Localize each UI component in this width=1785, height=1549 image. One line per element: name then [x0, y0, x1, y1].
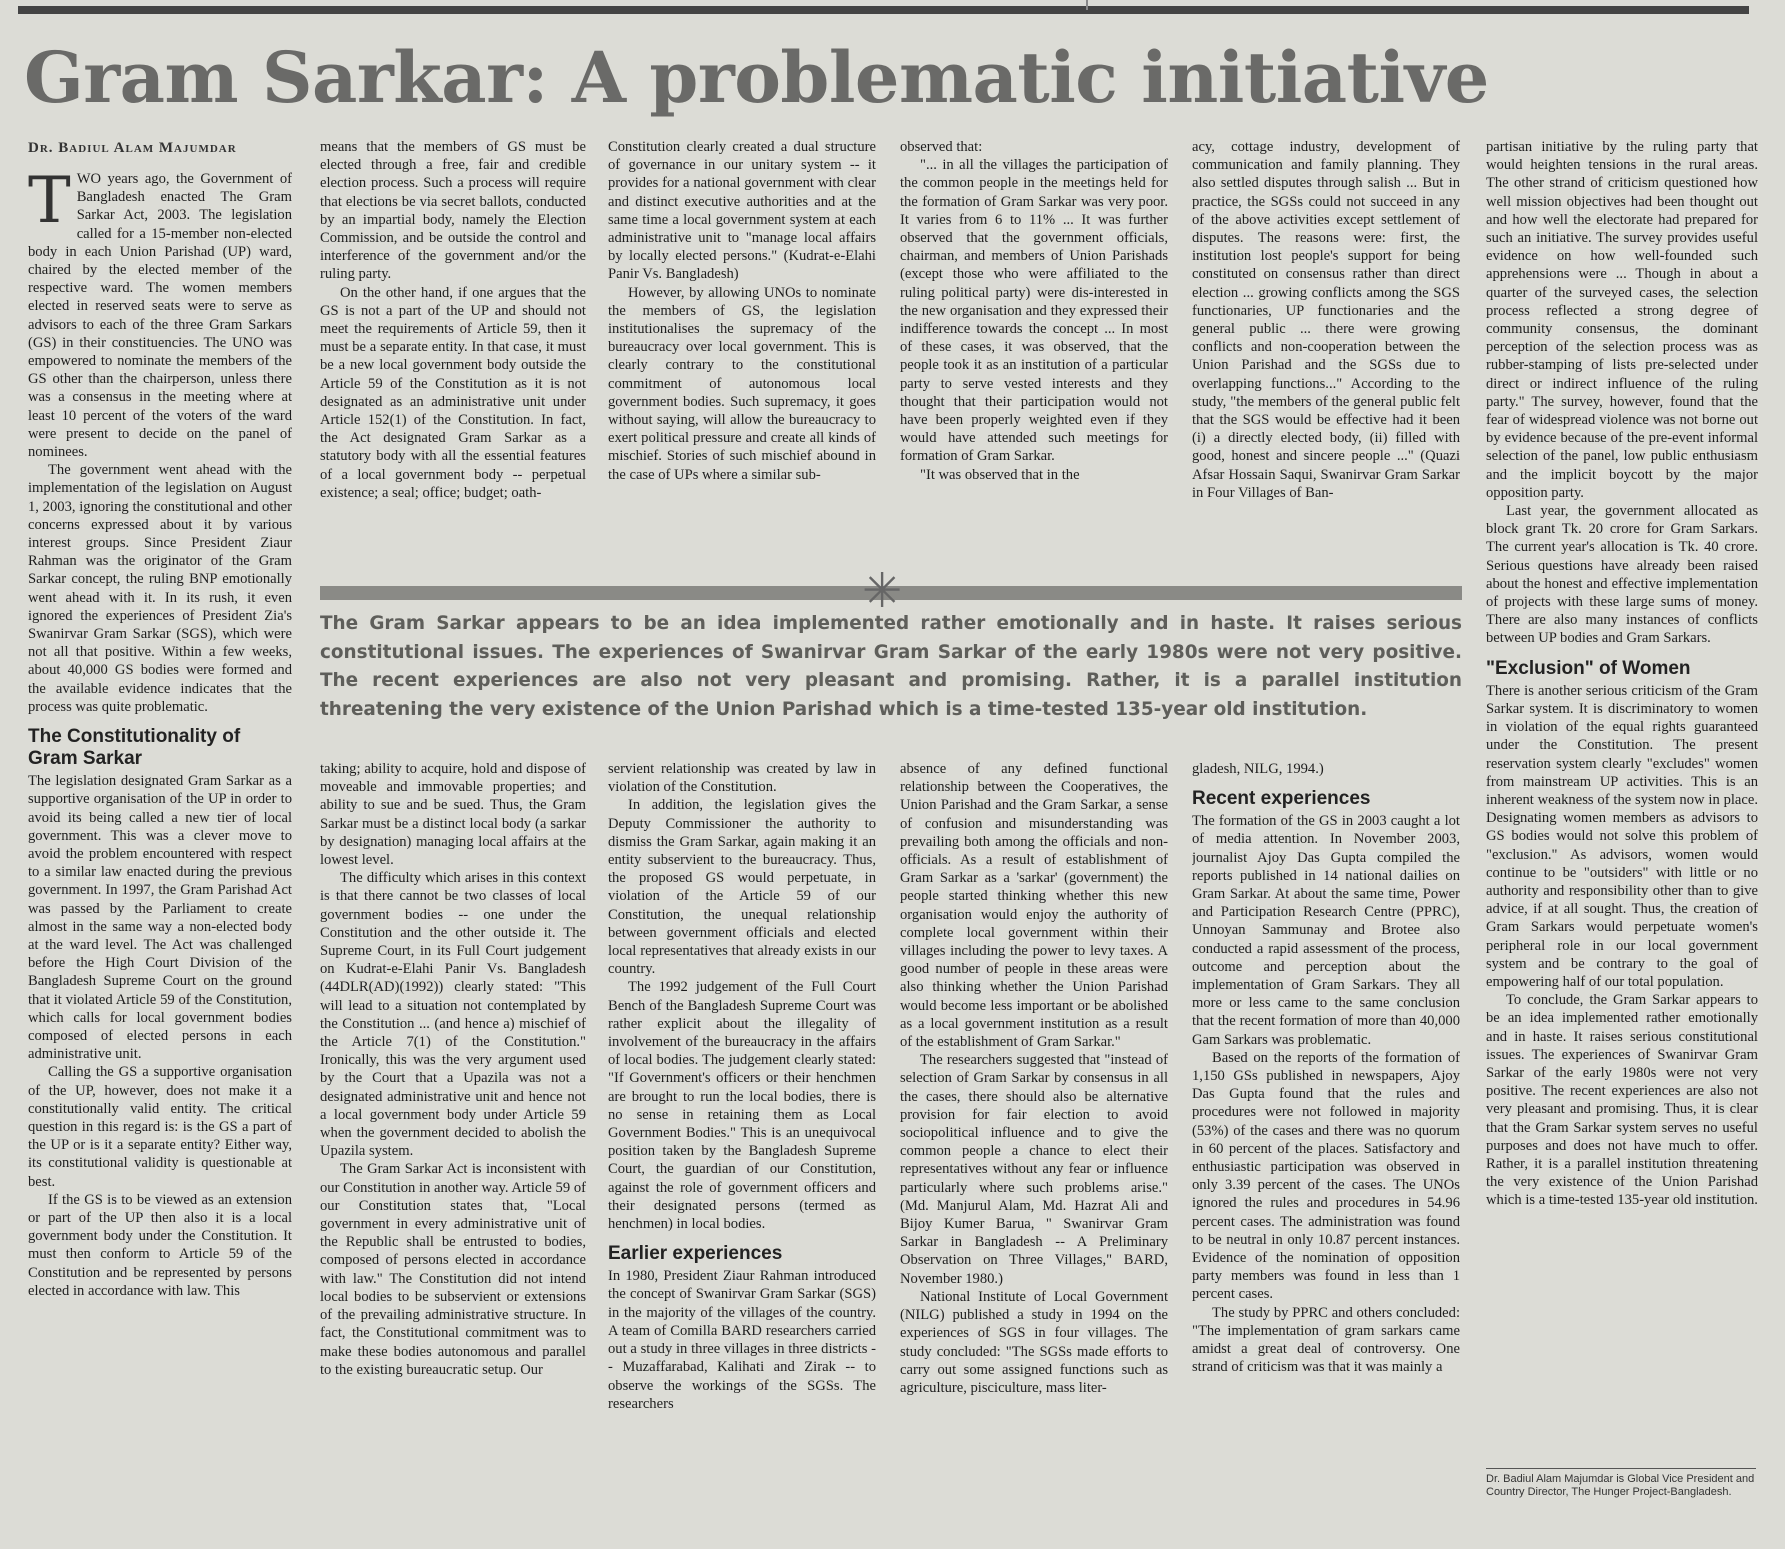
paragraph: On the other hand, if one argues that the GS is not a part of the UP and should not meet the requirements of Article 59, then it must be a separate entity. In that case, it must be a new local government body outside the Article 59 of the Constitution as it is not designated as an administrative unit under Article 152(1) of the Constitution. In fact, the Act designated Gram Sarkar as a statutory body with all the essential features of a local government body -- perpetual existence; a seal; office; budget; oath-: [320, 284, 586, 501]
column-5-top: [1192, 138, 1460, 570]
paragraph: TWO years ago, the Government of Bangladesh enacted The Gram Sarkar Act, 2003. The legislation called for a 15-member non-elected body in each Union Parishad (UP) ward, chaired by the elected member of the respective ward. The women members elected in reserved seats were to serve as advisors to each of the three Gram Sarkars (GS) in their constituencies. The UNO was empowered to nominate the members of the GS other than the chairperson, unless there was a consensus in the meeting where at least 10 percent of the voters of the ward were present to decide on the panel of nominees.: [28, 170, 292, 461]
column-2-bottom: [320, 760, 586, 1530]
paragraph: The study by PPRC and others concluded: "The implementation of gram sarkars came amidst a great deal of controversy. One strand of criticism was that it was mainly a: [1192, 1304, 1460, 1376]
paragraph: means that the members of GS must be elected through a free, fair and credible election process. Such a process will require that elections be via secret ballots, conducted by an impartial body, namely the Election Commission, and be outside the control and interference of the government and/or the ruling party.: [320, 139, 586, 283]
paragraph: However, by allowing UNOs to nominate the members of GS, the legislation institutionalises the supremacy of the bureaucracy over local government. This is clearly contrary to the constitutional commitment of autonomous local government bodies. Such supremacy, it goes without saying, will allow the bureaucracy to exert political pressure and create all kinds of mischief. Stories of such mischief abound in the case of UPs where a similar sub-: [608, 284, 876, 483]
column-2-top: [320, 138, 586, 570]
author-credit: Dr. Badiul Alam Majumdar is Global Vice President and Country Director, The Hunger Project-Bangladesh.: [1486, 1468, 1756, 1499]
starburst-icon: ✳: [862, 565, 903, 618]
headline: Gram Sarkar: A problematic initiative: [24, 36, 1489, 119]
paragraph: Last year, the government allocated as block grant Tk. 20 crore for Gram Sarkars. The current year's allocation is Tk. 40 crore. Serious questions have already been raised about the honest and effective implementation of projects with these large sums of money. There are also many instances of conflicts between UP bodies and Gram Sarkars.: [1486, 503, 1758, 647]
subhead-constitutionality: The Constitutionality of Gram Sarkar: [28, 726, 241, 770]
column-5-bottom: [1192, 760, 1460, 1530]
column-3-top: [608, 138, 876, 570]
paragraph: The government went ahead with the implementation of the legislation on August 1, 2003, ignoring the constitutional and other concerns expressed about it by various interest groups. Since President Ziaur Rahman was the originator of the Gram Sarkar concept, the ruling BNP emotionally went ahead with it. In its rush, it even ignored the experiences of President Zia's Swanirvar Gram Sarkar (SGS), which were not all that positive. Within a few weeks, about 40,000 GS bodies were formed and the available evidence indicates that the process was quite problematic.: [28, 462, 292, 715]
paragraph: gladesh, NILG, 1994.): [1192, 761, 1324, 777]
paragraph: There is another serious criticism of the Gram Sarkar system. It is discriminatory to women in violation of the equal rights guaranteed under the Constitution. The present reservation system clearly "excludes" women from mainstream UP activities. This is an inherent weakness of the system now in place. Designating women members as advisors to GS bodies would not solve this problem of "exclusion." As advisors, women would continue to be "outsiders" with little or no authority and responsibility other than to give advice, if at all sought. Thus, the creation of Gram Sarkars would perpetuate women's peripheral role in our local government system and be contrary to the goal of empowering half of our total population.: [1486, 682, 1758, 990]
column-3-bottom: [608, 760, 876, 1530]
paragraph: partisan initiative by the ruling party that would heighten tensions in the rural areas. The other strand of criticism questioned how well mission objectives had been thought out and how well the electorate had prepared for such an initiative. The survey provides useful evidence on how well-founded such apprehensions were ... Though in about a quarter of the surveyed cases, the selection process reflected a strong degree of community consensus, the dominant perception of the selection process was as rubber-stamping of lists pre-selected under direct or indirect influence of the ruling party." The survey, however, found that the fear of widespread violence was not borne out by evidence because of the pre-event informal selection of the panel, low public enthusiasm and the implicit boycott by the major opposition party.: [1486, 139, 1758, 501]
paragraph: The researchers suggested that "instead of selection of Gram Sarkar by consensus in all the cases, there should also be alternative provision for fair election to avoid sociopolitical influence and to give the common people a chance to elect their representatives without any fear or influence particularly where such problems arise." (Md. Manjurul Alam, Md. Hazrat Ali and Bijoy Kumer Barua, " Swanirvar Gram Sarkar in Bangladesh -- A Preliminary Observation on Three Villages," BARD, November 1980.): [900, 1052, 1168, 1287]
paragraph: The Gram Sarkar Act is inconsistent with our Constitution in another way. Article 59 of our Constitution states that, "Local government in every administrative unit of the Republic shall be entrusted to bodies, composed of persons elected in accordance with law." The Constitution did not intend local bodies to be subservient or extensions of the prevailing administrative structure. In fact, the Constitutional commitment was to make these bodies autonomous and parallel to the existing bureaucratic setup. Our: [320, 1161, 586, 1378]
column-1: [28, 170, 292, 1530]
paragraph: Calling the GS a supportive organisation of the UP, however, does not make it a constitutionally valid entity. The critical question in this regard is: is the GS a part of the UP or is it a separate entity? Either way, its constitutional validity is questionable at best.: [28, 1064, 292, 1190]
subhead-recent-experiences: Recent experiences: [1192, 788, 1371, 810]
paragraph: The difficulty which arises in this context is that there cannot be two classes of local government bodies -- one under the Constitution and the other outside it. The Supreme Court, in its Full Court judgement on Kudrat-e-Elahi Panir Vs. Bangladesh (44DLR(AD)(1992)) clearly stated: "This will lead to a situation not contemplated by the Constitution ... (and hence a) mischief of the Article 7(1) of the Constitution." Ironically, this was the very argument used by the Court that a Upazila was not a designated administrative unit and hence not a local government body under Article 59 when the government decided to abolish the Upazila system.: [320, 870, 586, 1160]
subhead-earlier-experiences: Earlier experiences: [608, 1243, 783, 1265]
column-4-top: [900, 138, 1168, 570]
paragraph: absence of any defined functional relationship between the Cooperatives, the Union Parishad and the Gram Sarkar, a sense of confusion and misunderstanding was prevailing both among the officials and non-officials. As a result of establishment of Gram Sarkar as a 'sarkar' (government) the people started thinking whether this new organisation would enjoy the authority of complete local government within their villages including the power to levy taxes. A good number of people in these areas were also thinking whether the Union Parishad would become less important or be abolished as a local government institution as a result of the establishment of Gram Sarkar.": [900, 761, 1168, 1051]
paragraph: If the GS is to be viewed as an extension or part of the UP then also it is a local government body under the Constitution. It must then conform to Article 59 of the Constitution and be represented by persons elected in accordance with law. This: [28, 1191, 292, 1299]
paragraph: observed that:: [900, 139, 983, 155]
paragraph: Based on the reports of the formation of 1,150 GSs published in newspapers, Ajoy Das Gupta found that the rules and procedures were not followed in majority (53%) of the cases and there was no quorum in 60 percent of the places. Satisfactory and enthusiastic participation was observed in only 3.39 percent of the cases. The UNOs ignored the rules and procedures in 54.96 percent cases. The administration was found to be neutral in only 10.87 percent instances. Evidence of the nomination of opposition party members was found in less than 1 percent cases.: [1192, 1049, 1460, 1303]
paragraph: acy, cottage industry, development of communication and family planning. They also settled disputes through salish ... But in practice, the SGSs could not succeed in any of the above activities except settlement of disputes. The reasons were: first, the institution lost people's support for being constituted on consensus rather than direct election ... growing conflicts among the SGS functionaries, UP functionaries and the general public ... there were growing conflicts and non-cooperation between the Union Parishad and the SGSs due to overlapping functions..." According to the study, "the members of the general public felt that the SGS would be effective had it been (i) a directly elected body, (ii) filled with good, honest and sincere people ..." (Quazi Afsar Hossain Saqui, Swanirvar Gram Sarkar in Four Villages of Ban-: [1192, 139, 1460, 501]
paragraph: In 1980, President Ziaur Rahman introduced the concept of Swanirvar Gram Sarkar (SGS) in the majority of the villages of the country. A team of Comilla BARD researchers carried out a study in three villages in three districts -- Muzaffarabad, Kalihati and Zirak -- to observe the workings of the SGSs. The researchers: [608, 1268, 876, 1412]
byline: Dr. Badiul Alam Majumdar: [28, 140, 237, 156]
fold-mark: [1086, 0, 1088, 10]
paragraph: National Institute of Local Government (NILG) published a study in 1994 on the experiences of SGS in four villages. The study concluded: "The SGSs made efforts to carry out some assigned functions such as agriculture, pisciculture, mass liter-: [900, 1288, 1168, 1396]
column-4-bottom: [900, 760, 1168, 1530]
paragraph: The 1992 judgement of the Full Court Bench of the Bangladesh Supreme Court was rather explicit about the illegality of involvement of the bureaucracy in the affairs of local bodies. The judgement clearly stated: "If Government's officers or their henchmen are brought to run the local bodies, there is no sense in retaining them as Local Government Bodies." This is an unequivocal position taken by the Bangladesh Supreme Court, the guardian of our Constitution, against the role of government officers and their designated persons (termed as henchmen) in local bodies.: [608, 979, 876, 1233]
column-6: [1486, 138, 1758, 1458]
paragraph: In addition, the legislation gives the Deputy Commissioner the authority to dismiss the Gram Sarkar, again making it an entity subservient to the bureaucracy. Thus, the proposed GS would perpetuate, in violation of the Article 59 of our Constitution, the unequal relationship between government officials and elected local representatives that already exists in our country.: [608, 797, 876, 978]
paragraph: servient relationship was created by law in violation of the Constitution.: [608, 761, 876, 796]
paragraph: "It was observed that in the: [920, 466, 1080, 483]
paragraph: Constitution clearly created a dual structure of governance in our unitary system -- it provides for a national government with clear and distinct executive authorities and at the same time a local government system at each administrative unit to "manage local affairs by locally elected persons." (Kudrat-e-Elahi Panir Vs. Bangladesh): [608, 139, 876, 283]
paragraph: "... in all the villages the participation of the common people in the meetings held for the formation of Gram Sarkar was very poor. It varies from 6 to 11% ... It was further observed that the government officials, chairman, and members of Union Parishads (except those who were affiliated to the ruling political party) were dis-interested in the new organisation and they expressed their indifference towards the concept ... In most of these cases, it was observed, that the people took it as an institution of a particular party to serve vested interests and they thought that their participation would not have been properly weighted even if they would have attended such meetings for formation of Gram Sarkar.: [900, 157, 1168, 465]
paragraph: The legislation designated Gram Sarkar as a supportive organisation of the UP in order to avoid its being called a new tier of local government. This was a clever move to avoid the problem encountered with respect to a similar law enacted during the previous government. In 1997, the Gram Parishad Act was passed by the Parliament to create almost in the same way a non-elected body at the ward level. The Act was challenged before the High Court Division of the Bangladesh Supreme Court on the ground that it violated Article 59 of the Constitution, which calls for local government bodies composed of elected persons in each administrative unit.: [28, 773, 292, 1063]
paragraph: taking; ability to acquire, hold and dispose of moveable and immovable properties; and ability to sue and be sued. Thus, the Gram Sarkar must be a distinct local body (a sarkar by designation) managing local affairs at the lowest level.: [320, 761, 586, 869]
drop-cap: T: [28, 170, 71, 238]
paragraph: The formation of the GS in 2003 caught a lot of media attention. In November 2003, journalist Ajoy Das Gupta compiled the reports published in 14 national dailies on Gram Sarkar. At about the same time, Power and Participation Research Centre (PPRC), Unnoyan Sammunay and Brotee also conducted a rapid assessment of the process, outcome and perception about the implementation of Gram Sarkars. They all more or less came to the same conclusion that the recent formation of more than 40,000 Gam Sarkars was problematic.: [1192, 813, 1460, 1048]
paragraph: To conclude, the Gram Sarkar appears to be an idea implemented rather emotionally and in haste. It raises serious constitutional issues. The experiences of Swanirvar Gram Sarkar of the early 1980s were not very positive. The recent experiences are also not very pleasant and promising. Thus, it is clear that the Gram Sarkar system serves no useful purposes and does not have much to offer. Rather, it is a parallel institution threatening the very existence of the Union Parishad which is a time-tested 135-year old institution.: [1486, 992, 1758, 1209]
pull-quote: The Gram Sarkar appears to be an idea implemented rather emotionally and in haste. It raises serious constitutional issues. The experiences of Swanirvar Gram Sarkar of the early 1980s were not very positive. The recent experiences are also not very pleasant and promising. Rather, it is a parallel institution threatening the very existence of the Union Parishad which is a time-tested 135-year old institution.: [320, 613, 1462, 720]
top-rule: [18, 6, 1749, 14]
subhead-exclusion: "Exclusion" of Women: [1486, 657, 1691, 679]
